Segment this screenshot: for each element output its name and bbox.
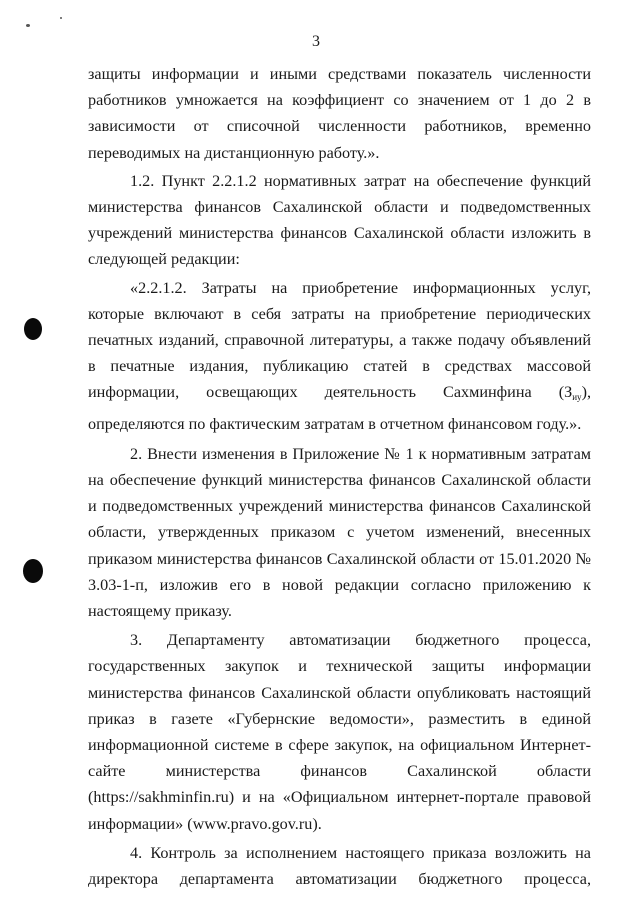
binder-hole-mark [23, 559, 43, 583]
binder-hole-mark [24, 318, 42, 340]
quote-text: «2.2.1.2. Затраты на приобретение информационных услуг, которые включают в себя затраты на приобретение периодических печатных изданий, справочной литературы, а также подачу объявлений в печатные издания, публикацию статей в средствах массовой информации, освещающих деятельность Сахминфина (З [88, 278, 591, 402]
quote-text: ), определяются по фактическим затратам в отчетном финансовом году.». [88, 383, 591, 433]
document-body [88, 61, 591, 892]
paragraph: 3. Департаменту автоматизации бюджетного процесса, государственных закупок и технической защиты информации министерства финансов Сахалинской области опубликовать настоящий приказ в газете «Губернские ведомости», разместить в единой информационной системе в сфере закупок, на официальном Интернет-сайте министерства финансов Сахалинской области (https://sakhminfin.ru) и на «Официальном интернет-портале правовой информации» (www.pravo.gov.ru). [88, 631, 591, 833]
scan-speck [26, 24, 30, 27]
paragraph: защиты информации и иными средствами показатель численности работников умножается на коэффициент со значением от 1 до 2 в зависимости от списочной численности работников, временно переводимых на дистанционную работу.». [88, 65, 591, 162]
paragraph: 4. Контроль за исполнением настоящего приказа возложить на директора департамента автоматизации бюджетного процесса, [88, 843, 591, 889]
paragraph: 2. Внести изменения в Приложение № 1 к нормативным затратам на обеспечение функций министерства финансов Сахалинской области и подведомственных учреждений министерства финансов Сахалинской области, утвержденных приказом с учетом изменений, внесенных приказом министерства финансов Сахалинской области от 15.01.2020 № 3.03-1-п, изложив его в новой редакции согласно приложению к настоящему приказу. [88, 444, 591, 621]
quoted-clause [88, 275, 591, 437]
scan-speck [60, 17, 62, 19]
page-number: 3 [312, 33, 320, 50]
paragraph: 1.2. Пункт 2.2.1.2 нормативных затрат на обеспечение функций министерства финансов Сахалинской области и подведомственных учреждений министерства финансов Сахалинской области изложить в следующей редакции: [88, 171, 591, 269]
quote-subscript: иу [572, 392, 582, 403]
